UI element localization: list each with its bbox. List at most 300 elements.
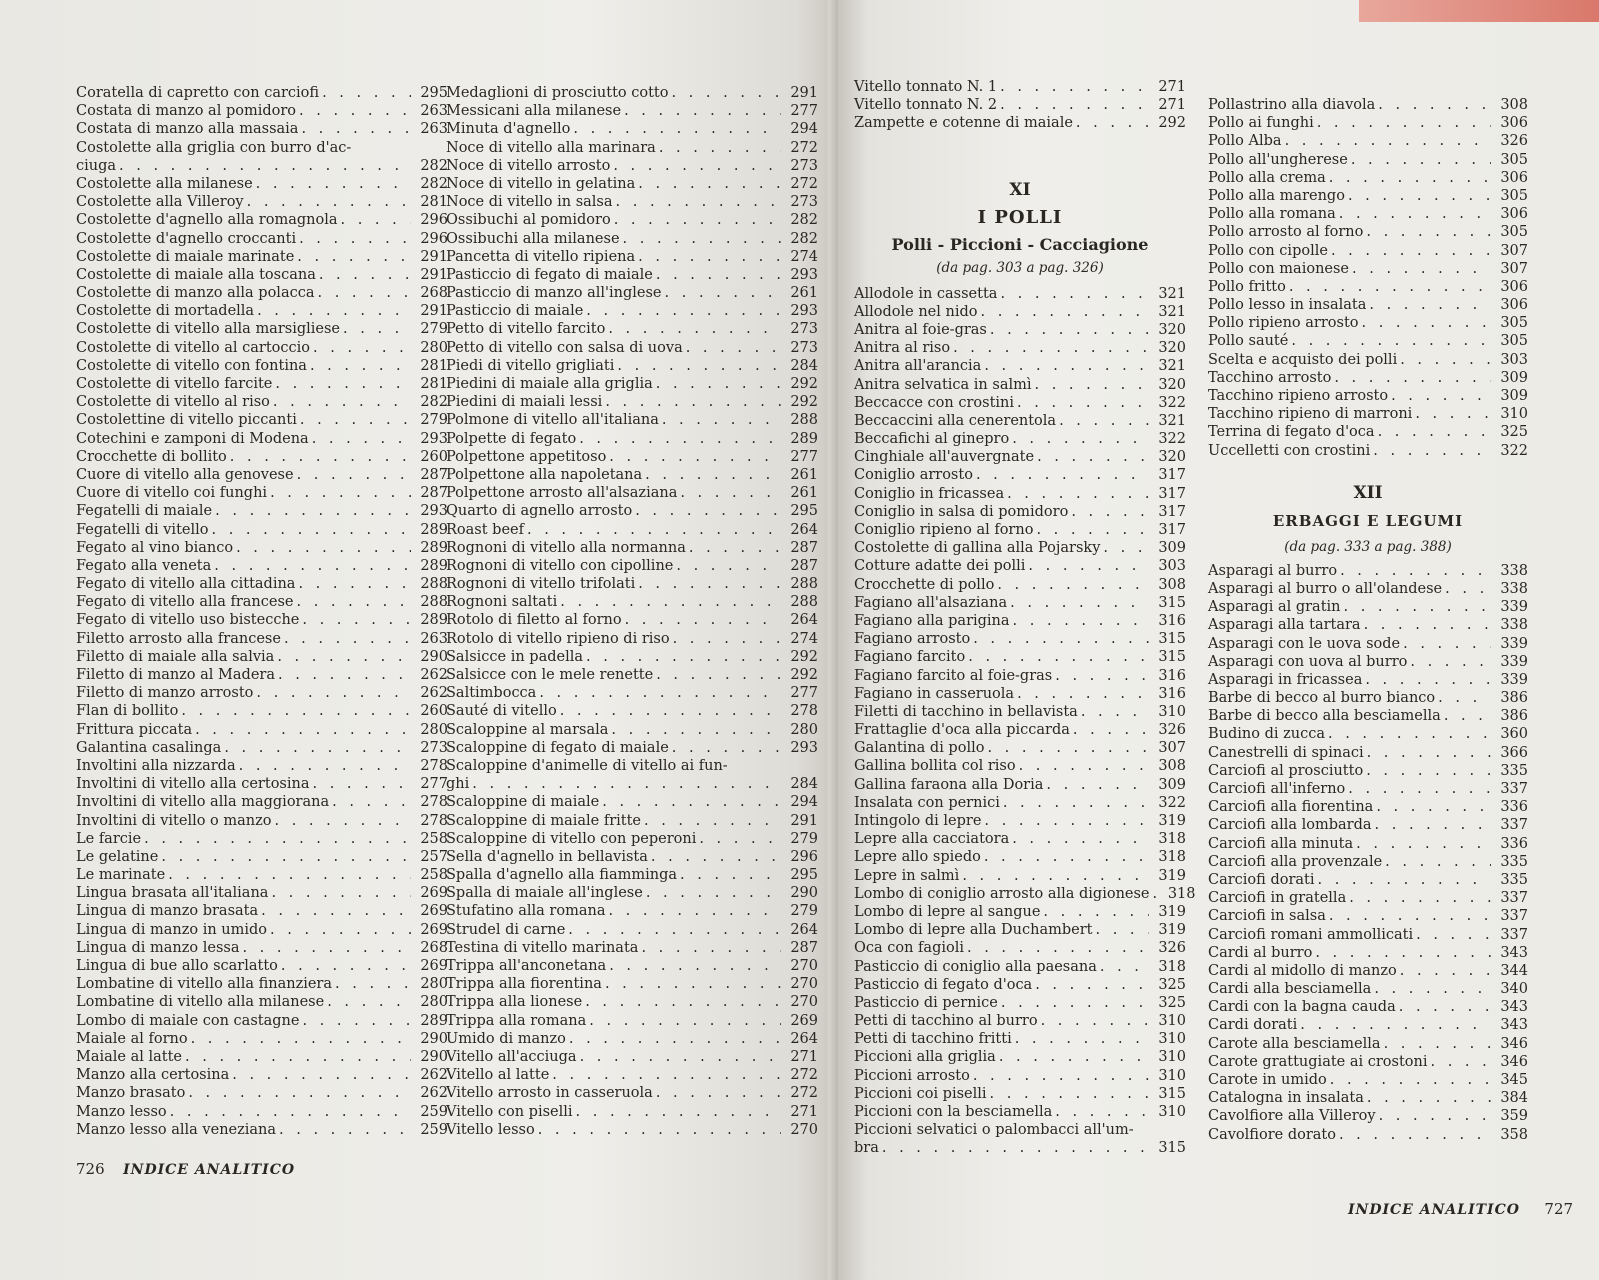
leader-dots	[1351, 151, 1491, 169]
index-entry	[1208, 816, 1528, 834]
entry-page-number: 308	[1158, 576, 1186, 593]
index-entry	[76, 139, 448, 157]
leader-dots	[1356, 835, 1491, 853]
entry-page-number: 321	[1158, 358, 1186, 375]
entry-title: Lingua di manzo lessa	[76, 939, 240, 956]
entry-title: Fegatelli di vitello	[76, 521, 209, 538]
leader-dots	[646, 884, 781, 902]
index-entry	[76, 1121, 448, 1139]
leader-dots	[1073, 721, 1149, 739]
index-entry	[1208, 762, 1528, 780]
entry-title: Costolettine di vitello piccanti	[76, 412, 297, 429]
entry-page-number: 288	[790, 412, 818, 429]
leader-dots	[299, 102, 411, 120]
leader-dots	[1339, 1126, 1491, 1144]
index-entry	[854, 114, 1186, 132]
leader-dots	[638, 175, 781, 193]
entry-title: Costata di manzo al pomidoro	[76, 103, 297, 120]
entry-title: Manzo brasato	[76, 1085, 186, 1102]
leader-dots	[527, 521, 781, 539]
leader-dots	[962, 867, 1149, 885]
index-entry	[446, 921, 818, 939]
entry-title: Testina di vitello marinata	[446, 939, 639, 956]
leader-dots	[624, 102, 781, 120]
leader-dots	[300, 411, 411, 429]
entry-title: ciuga	[76, 157, 117, 174]
index-entry	[446, 739, 818, 757]
entry-page-number: 262	[420, 1067, 448, 1084]
index-entry	[446, 611, 818, 629]
index-entry	[854, 867, 1186, 885]
entry-page-number: 295	[790, 503, 818, 520]
index-entry	[76, 357, 448, 375]
entry-title: Galantina casalinga	[76, 739, 222, 756]
leader-dots	[214, 557, 411, 575]
index-entry	[1208, 926, 1528, 944]
entry-page-number: 273	[790, 321, 818, 338]
entry-page-number: 292	[1158, 115, 1186, 132]
section-page-range: (da pag. 333 a pag. 388)	[1284, 538, 1452, 555]
entry-title: Fegato alla veneta	[76, 557, 212, 574]
entry-title: Carciofi all'inferno	[1208, 781, 1346, 797]
entry-page-number: 280	[420, 994, 448, 1011]
entry-title: Costolette alla griglia con burro d'ac-	[76, 139, 352, 156]
entry-page-number: 315	[1158, 1085, 1186, 1102]
leader-dots	[1403, 635, 1491, 653]
index-entry	[446, 357, 818, 375]
index-entry	[854, 96, 1186, 114]
leader-dots	[1013, 612, 1149, 630]
entry-title: Catalogna in insalata	[1208, 1090, 1364, 1107]
entry-page-number: 339	[1500, 635, 1528, 652]
index-entry	[446, 193, 818, 211]
entry-title: Budino di zucca	[1208, 726, 1325, 743]
leader-dots	[278, 666, 411, 684]
index-entry	[76, 921, 448, 939]
entry-page-number: 262	[420, 685, 448, 702]
entry-page-number: 309	[1500, 369, 1528, 386]
leader-dots	[580, 1048, 781, 1066]
index-entry	[446, 430, 818, 448]
entry-page-number: 271	[1158, 97, 1186, 114]
entry-title: ghi	[446, 776, 470, 793]
entry-title: Gallina faraona alla Doria	[854, 776, 1044, 793]
entry-title: Noce di vitello in gelatina	[446, 175, 636, 192]
entry-title: Rotolo di filetto al forno	[446, 612, 622, 629]
index-entry	[1208, 223, 1528, 241]
entry-title: Tacchino ripieno di marroni	[1208, 406, 1413, 423]
index-entry	[446, 102, 818, 120]
index-entry	[446, 1103, 818, 1121]
entry-page-number: 335	[1500, 871, 1528, 888]
entry-page-number: 315	[1158, 631, 1186, 648]
entry-page-number: 340	[1500, 981, 1528, 998]
leader-dots	[538, 1121, 781, 1139]
entry-page-number: 290	[420, 648, 448, 665]
entry-title: Cuore di vitello coi funghi	[76, 485, 268, 502]
index-entry	[76, 193, 448, 211]
index-entry	[446, 230, 818, 248]
entry-page-number: 282	[790, 212, 818, 229]
leader-dots	[144, 830, 411, 848]
leader-dots	[236, 539, 411, 557]
index-entry	[1208, 187, 1528, 205]
entry-page-number: 318	[1158, 958, 1186, 975]
entry-page-number: 318	[1158, 831, 1186, 848]
index-entry	[76, 1012, 448, 1030]
index-entry	[854, 794, 1186, 812]
entry-page-number: 307	[1500, 260, 1528, 277]
entry-title: Sella d'agnello in bellavista	[446, 848, 648, 865]
leader-dots	[1365, 671, 1491, 689]
leader-dots	[608, 320, 781, 338]
entry-title: Vitello all'acciuga	[446, 1048, 577, 1065]
index-entry	[76, 611, 448, 629]
entry-page-number: 310	[1158, 1031, 1186, 1048]
entry-page-number: 317	[1158, 522, 1186, 538]
index-entry	[76, 502, 448, 520]
entry-page-number: 272	[790, 1067, 818, 1084]
index-entry	[446, 521, 818, 539]
entry-title: Trippa alla romana	[446, 1012, 587, 1029]
entry-page-number: 296	[790, 848, 818, 865]
leader-dots	[1329, 169, 1491, 187]
index-entry	[76, 757, 448, 775]
leader-dots	[560, 593, 781, 611]
index-entry	[446, 448, 818, 466]
leader-dots	[656, 1084, 781, 1102]
leader-dots	[990, 321, 1149, 339]
leader-dots	[614, 211, 781, 229]
entry-page-number: 322	[1158, 431, 1186, 448]
page-number: 726	[76, 1160, 105, 1178]
entry-title: Rognoni di vitello trifolati	[446, 576, 636, 593]
entry-title: Lombatine di vitello alla finanziera	[76, 976, 333, 993]
entry-page-number: 320	[1158, 376, 1186, 393]
leader-dots	[335, 975, 411, 993]
leader-dots	[973, 1067, 1149, 1085]
index-entry	[446, 630, 818, 648]
leader-dots	[327, 993, 411, 1011]
index-entry	[76, 830, 448, 848]
entry-page-number: 263	[420, 630, 448, 647]
leader-dots	[1012, 830, 1149, 848]
index-entry	[446, 575, 818, 593]
leader-dots	[1348, 780, 1491, 798]
leader-dots	[1318, 871, 1492, 889]
index-entry	[854, 448, 1186, 466]
leader-dots	[1103, 539, 1149, 557]
leader-dots	[1352, 260, 1491, 278]
entry-title: Canestrelli di spinaci	[1208, 744, 1364, 761]
index-entry	[854, 776, 1186, 794]
index-entry	[446, 684, 818, 702]
index-entry	[446, 393, 818, 411]
leader-dots	[1378, 423, 1491, 441]
index-entry	[446, 793, 818, 811]
index-entry	[1208, 405, 1528, 423]
leader-dots	[1329, 907, 1491, 925]
leader-dots	[1071, 503, 1149, 521]
index-entry	[76, 812, 448, 830]
leader-dots	[999, 1048, 1149, 1066]
entry-page-number: 277	[790, 685, 818, 702]
entry-page-number: 288	[790, 594, 818, 611]
entry-title: Carciofi in gratella	[1208, 890, 1347, 907]
index-entry	[446, 775, 818, 793]
leader-dots	[976, 466, 1149, 484]
entry-title: Scaloppine di fegato di maiale	[446, 739, 669, 756]
index-entry	[1208, 114, 1528, 132]
entry-page-number: 273	[790, 339, 818, 356]
leader-dots	[256, 684, 411, 702]
index-entry	[854, 376, 1186, 394]
index-entry	[446, 320, 818, 338]
index-entry	[1208, 442, 1528, 460]
entry-page-number: 270	[790, 976, 818, 993]
leader-dots	[310, 357, 411, 375]
index-entry	[446, 902, 818, 920]
leader-dots	[1364, 616, 1491, 634]
leader-dots	[644, 812, 781, 830]
index-entry	[446, 1121, 818, 1139]
index-entry	[1208, 132, 1528, 150]
leader-dots	[579, 430, 781, 448]
entry-title: Carciofi dorati	[1208, 871, 1315, 888]
leader-dots	[573, 120, 781, 138]
entry-title: Costolette di manzo alla polacca	[76, 285, 315, 302]
entry-title: Insalata con pernici	[854, 794, 1000, 811]
entry-title: Piccioni alla griglia	[854, 1049, 996, 1066]
index-entry	[1208, 907, 1528, 925]
leader-dots	[1012, 430, 1149, 448]
index-entry	[1208, 1107, 1528, 1125]
index-entry	[854, 757, 1186, 775]
entry-page-number: 261	[790, 285, 818, 302]
entry-title: Oca con fagioli	[854, 940, 964, 957]
entry-page-number: 343	[1500, 999, 1528, 1016]
index-entry	[446, 1084, 818, 1102]
leader-dots	[638, 575, 781, 593]
entry-title: Allodole in cassetta	[854, 285, 998, 302]
leader-dots	[170, 1103, 411, 1121]
index-entry	[854, 885, 1196, 903]
leader-dots	[586, 302, 781, 320]
entry-title: Lingua di bue allo scarlatto	[76, 958, 278, 974]
entry-title: Fegato di vitello uso bistecche	[76, 612, 300, 629]
index-entry	[854, 1121, 1186, 1139]
entry-page-number: 273	[790, 157, 818, 174]
entry-title: Carote in umido	[1208, 1072, 1327, 1088]
entry-page-number: 287	[790, 939, 818, 956]
entry-title: Tacchino arrosto	[1208, 369, 1332, 386]
index-entry	[854, 1048, 1186, 1066]
leader-dots	[1055, 1103, 1149, 1121]
leader-dots	[1416, 926, 1491, 944]
entry-title: Cavolfiore alla Villeroy	[1208, 1108, 1376, 1125]
entry-page-number: 282	[420, 175, 448, 192]
leader-dots	[608, 902, 781, 920]
entry-title: Trippa all'anconetana	[446, 958, 607, 974]
entry-page-number: 270	[790, 994, 818, 1011]
entry-title: Piccioni con la besciamella	[854, 1104, 1053, 1120]
section-number: XII	[1353, 482, 1383, 503]
leader-dots	[1100, 958, 1149, 976]
leader-dots	[1374, 980, 1491, 998]
entry-page-number: 293	[790, 739, 818, 756]
leader-dots	[1369, 296, 1491, 314]
entry-title: Lombo di coniglio arrosto alla digionese	[854, 885, 1150, 902]
leader-dots	[1328, 725, 1491, 743]
index-entry	[76, 939, 448, 957]
index-entry	[1208, 689, 1528, 707]
entry-page-number: 307	[1500, 242, 1528, 259]
entry-title: Barbe di becco alla besciamella	[1208, 708, 1441, 725]
entry-page-number: 325	[1158, 976, 1186, 993]
index-entry	[76, 466, 448, 484]
entry-page-number: 289	[420, 539, 448, 556]
index-entry	[76, 284, 448, 302]
index-entry	[446, 139, 818, 157]
index-entry	[76, 866, 448, 884]
entry-title: Pollo ai funghi	[1208, 115, 1314, 132]
leader-dots	[1391, 387, 1491, 405]
entry-page-number: 316	[1158, 612, 1186, 629]
entry-title: Costolette d'agnello alla romagnola	[76, 212, 338, 229]
index-entry	[854, 357, 1186, 375]
entry-title: Costolette alla Villeroy	[76, 194, 244, 211]
entry-page-number: 287	[420, 485, 448, 502]
index-entry	[1208, 314, 1528, 332]
leader-dots	[671, 84, 781, 102]
entry-title: Beccaccini alla cenerentola	[854, 412, 1057, 429]
leader-dots	[1378, 96, 1491, 114]
leader-dots	[1046, 776, 1149, 794]
entry-page-number: 264	[790, 1030, 818, 1047]
entry-page-number: 338	[1500, 580, 1528, 597]
leader-dots	[613, 157, 781, 175]
entry-title: Vitello al latte	[446, 1067, 550, 1084]
index-entry	[1208, 387, 1528, 405]
leader-dots	[215, 502, 411, 520]
section-page-range: (da pag. 303 a pag. 326)	[936, 259, 1104, 276]
entry-page-number: 288	[420, 594, 448, 611]
index-entry	[446, 557, 818, 575]
entry-title: Costolette di vitello alla marsigliese	[76, 321, 341, 338]
index-entry	[446, 1030, 818, 1048]
entry-page-number: 320	[1158, 449, 1186, 466]
entry-page-number: 279	[790, 830, 818, 847]
entry-page-number: 272	[790, 139, 818, 156]
entry-title: Lepre in salmì	[854, 867, 960, 884]
entry-page-number: 386	[1500, 690, 1528, 707]
entry-title: Fegatelli di maiale	[76, 503, 213, 520]
entry-page-number: 310	[1158, 1049, 1186, 1066]
index-entry	[76, 848, 448, 866]
leader-dots	[576, 1103, 781, 1121]
entry-page-number: 321	[1158, 303, 1186, 320]
entry-page-number: 346	[1500, 1053, 1528, 1070]
entry-title: Pasticcio di maiale	[446, 303, 584, 320]
index-entry	[76, 793, 448, 811]
index-entry	[1208, 580, 1528, 598]
index-entry	[1208, 635, 1528, 653]
leader-dots	[672, 739, 781, 757]
index-entry	[854, 1139, 1186, 1157]
index-entry	[854, 594, 1186, 612]
entry-page-number: 291	[790, 812, 818, 829]
index-entry	[854, 830, 1186, 848]
leader-dots	[299, 230, 411, 248]
entry-title: Cardi alla besciamella	[1208, 981, 1372, 998]
entry-title: Manzo alla certosina	[76, 1067, 230, 1084]
index-entry	[854, 466, 1186, 484]
section-number: XI	[1009, 179, 1031, 200]
index-entry	[76, 339, 448, 357]
entry-page-number: 284	[790, 357, 818, 374]
entry-page-number: 272	[790, 1085, 818, 1102]
leader-dots	[1059, 412, 1149, 430]
entry-title: Manzo lesso alla veneziana	[76, 1121, 277, 1138]
index-entry	[446, 975, 818, 993]
entry-page-number: 260	[420, 448, 448, 465]
entry-page-number: 337	[1500, 781, 1528, 797]
entry-page-number: 386	[1500, 708, 1528, 725]
section-subtitle: Polli - Piccioni - Cacciagione	[891, 234, 1149, 254]
index-entry	[76, 1030, 448, 1048]
leader-dots	[1000, 96, 1149, 114]
entry-page-number: 262	[420, 667, 448, 683]
entry-title: Carote alla besciamella	[1208, 1035, 1381, 1052]
entry-page-number: 284	[790, 776, 818, 793]
index-entry	[76, 120, 448, 138]
index-entry	[1208, 998, 1528, 1016]
entry-page-number: 270	[790, 1121, 818, 1138]
index-entry	[446, 248, 818, 266]
index-entry	[854, 1103, 1186, 1121]
entry-page-number: 260	[420, 703, 448, 720]
entry-title: Messicani alla milanese	[446, 103, 622, 120]
index-entry	[1208, 1126, 1528, 1144]
entry-page-number: 293	[790, 303, 818, 320]
entry-title: Lingua brasata all'italiana	[76, 885, 269, 902]
entry-title: Vitello arrosto in casseruola	[446, 1085, 653, 1102]
entry-page-number: 316	[1158, 685, 1186, 702]
entry-title: Pollo con maionese	[1208, 260, 1350, 277]
entry-page-number: 258	[420, 830, 448, 847]
entry-title: Filetto arrosto alla francese	[76, 630, 281, 647]
leader-dots	[680, 484, 781, 502]
entry-page-number: 281	[420, 194, 448, 211]
entry-title: Pollo sauté	[1208, 333, 1289, 350]
entry-page-number: 321	[1158, 285, 1186, 302]
entry-title: Carciofi in salsa	[1208, 908, 1326, 925]
entry-title: Petto di vitello farcito	[446, 321, 606, 338]
entry-title: Fagiano farcito al foie-gras	[854, 667, 1053, 684]
entry-page-number: 290	[420, 1030, 448, 1047]
entry-page-number: 292	[790, 376, 818, 392]
index-column-4	[1208, 96, 1528, 1144]
entry-title: Filetto di maiale alla salvia	[76, 648, 275, 665]
index-entry	[854, 339, 1186, 357]
index-entry	[446, 848, 818, 866]
entry-page-number: 305	[1500, 151, 1528, 168]
leader-dots	[271, 884, 411, 902]
entry-title: Polpettone alla napoletana	[446, 466, 643, 483]
entry-page-number: 271	[790, 1048, 818, 1065]
index-entry	[1208, 671, 1528, 689]
entry-page-number: 294	[790, 794, 818, 811]
